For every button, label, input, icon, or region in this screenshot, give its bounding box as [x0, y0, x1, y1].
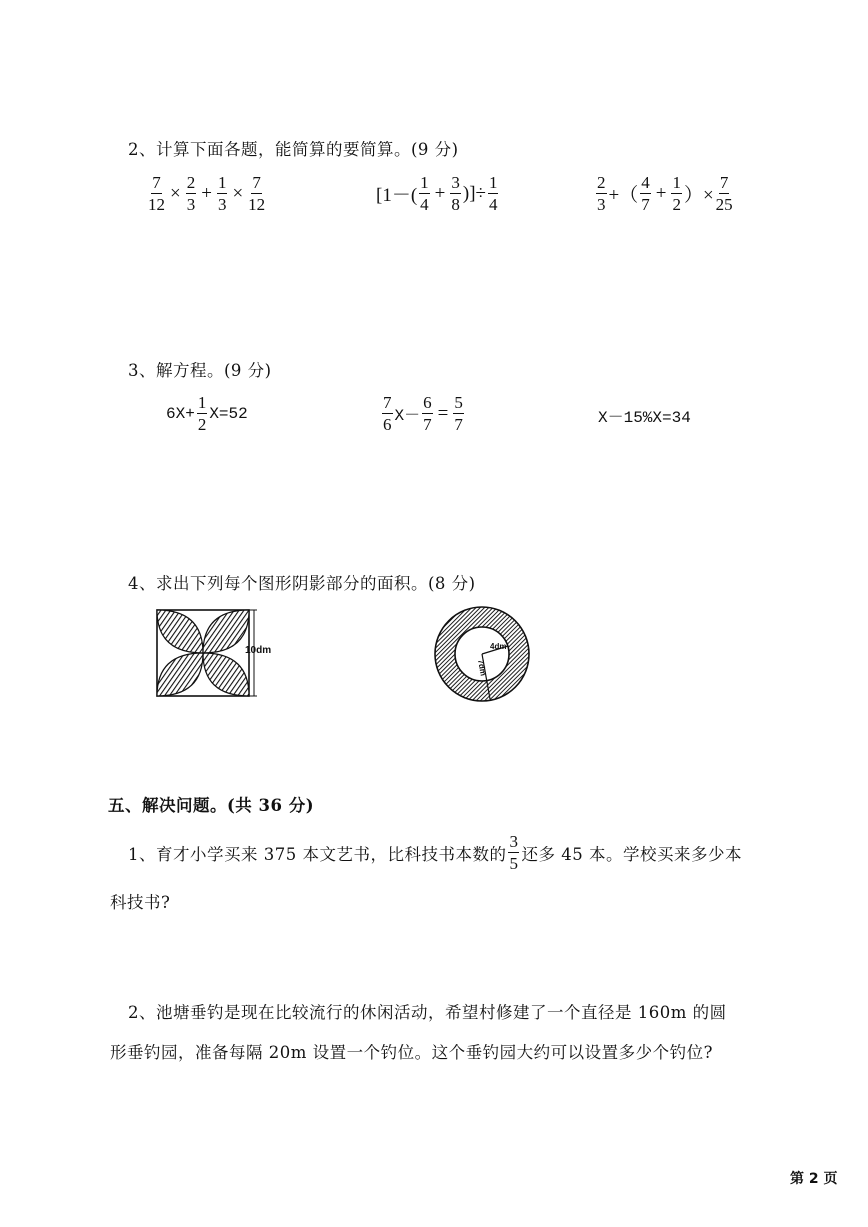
q2-expression-2: [1－( $\frac{1}{4}$ + $\frac{3}{8}$ )]÷ $\frac{1}{4}$	[376, 173, 498, 214]
dimension-label: 10dm	[245, 645, 272, 656]
fraction: $\frac{1}{4}$	[420, 173, 429, 214]
fraction: $\frac{4}{7}$	[641, 173, 650, 214]
q3-equation-3: X－15%X=34	[598, 409, 691, 427]
q4-title: 4、求出下列每个图形阴影部分的面积。(8 分)	[128, 574, 476, 593]
q2-expression-1: $\frac{7}{12}$ × $\frac{2}{3}$ + $\frac{1}{3}$ × $\frac{7}{12}$	[148, 173, 266, 214]
fraction: $\frac{1}{3}$	[217, 173, 227, 214]
q3-equation-2: $\frac{7}{6}$ X－ $\frac{6}{7}$ = $\frac{5}{7}$	[383, 393, 463, 434]
section5-title: 五、解决问题。(共 36 分)	[108, 796, 315, 815]
q2-expression-3: $\frac{2}{3}$ +（ $\frac{4}{7}$ + $\frac{1}{2}$ ）× $\frac{7}{25}$	[597, 173, 733, 214]
problem-2-line-1: 2、池塘垂钓是现在比较流行的休闲活动，希望村修建了一个直径是 160m 的圆	[128, 1003, 727, 1022]
fraction: $\frac{7}{6}$	[383, 393, 392, 434]
fraction: $\frac{7}{12}$	[248, 173, 266, 214]
fraction: $\frac{3}{8}$	[451, 173, 460, 214]
fraction: $\frac{7}{25}$	[715, 173, 733, 214]
page-number: 第 2 页	[790, 1171, 838, 1187]
fraction: $\frac{2}{3}$	[186, 173, 196, 214]
fraction: $\frac{1}{2}$	[672, 173, 681, 214]
fraction: $\frac{7}{12}$	[148, 173, 165, 214]
fraction: $\frac{2}{3}$	[597, 173, 606, 214]
inner-radius-label: 4dm	[490, 642, 507, 651]
problem-1-line-2: 科技书?	[110, 893, 171, 912]
q3-title: 3、解方程。(9 分)	[128, 361, 272, 380]
fraction: $\frac{6}{7}$	[423, 393, 432, 434]
q2-title: 2、计算下面各题，能简算的要简算。(9 分)	[128, 140, 459, 159]
square-leaf-figure	[150, 604, 320, 700]
fraction: $\frac{5}{7}$	[454, 393, 463, 434]
q3-equation-1: 6X+ $\frac{1}{2}$ X=52	[166, 393, 248, 434]
fraction: $\frac{1}{4}$	[488, 173, 498, 214]
outer-radius-label: 7dm	[476, 658, 488, 677]
problem-1-line-1: 1、育才小学买来 375 本文艺书，比科技书本数的 $\frac{3}{5}$ 还多 45 本。学校买来多少本	[128, 832, 742, 873]
fraction: $\frac{1}{2}$	[197, 393, 207, 434]
problem-2-line-2: 形垂钓园，准备每隔 20m 设置一个钓位。这个垂钓园大约可以设置多少个钓位?	[110, 1043, 713, 1062]
ring-figure	[430, 602, 540, 706]
fraction: $\frac{3}{5}$	[509, 832, 519, 873]
